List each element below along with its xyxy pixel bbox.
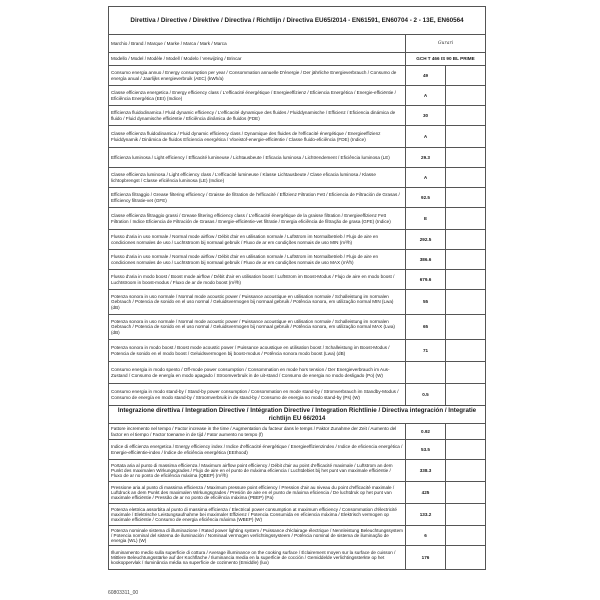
spec-value: 338.3	[406, 460, 446, 482]
blank-cell	[446, 362, 486, 384]
spec-value: 0.92	[406, 424, 446, 440]
spec-value: A	[406, 168, 446, 188]
spec-row	[109, 250, 486, 270]
model-label: Modello / Model / Modèle / Modell / Modelo / Verwijzing / Brincar	[109, 53, 406, 66]
blank-cell	[446, 66, 486, 86]
blank-cell	[446, 188, 486, 208]
blank-cell	[446, 168, 486, 188]
blank-cell	[446, 230, 486, 250]
blank-cell	[446, 460, 486, 482]
integration-section-row	[109, 406, 486, 424]
spec-label: Potenza sonora in modo boost / Boost mode acoustic power / Puissance acoustique en utilisation boost / Schalleistung im Boost-Modus / Potencia de sonido en el modo boost / Geluidsvermogen bij boost-modus / Potência sonora modo boost (Lwa) (dB)	[109, 340, 406, 362]
spec-label: Pressione aria al punto di massima efficienza / Maximum pressure point efficiency / Pression d'air au niveau du point d'efficacité maximale / Luftdruck an dem Punkt des maximalen Wirkungsgrades / Presión de aire en el punto de máxima eficiencia / De luchtdruk op het punt van maximale efficiëntie / Pressão de ar no ponto de eficiência máxima (PBEP) (Pa)	[109, 482, 406, 504]
spec-label: Classe efficienza energetica / Energy efficiency class / L'efficacité énergétique / Energieeffizienz / Eficiencia Energética / Energie-efficiëntie / Eficiência Energética (EEI) (Indice)	[109, 86, 406, 106]
spec-row	[109, 86, 486, 106]
blank-cell	[446, 440, 486, 460]
blank-cell	[446, 340, 486, 362]
spec-label: Efficienza luminosa / Light efficiency / Efficacité lumineuse / Lichtausbeute / Eficacia luminosa / Lichtrendement / Eficiência luminosa (LE)	[109, 148, 406, 168]
spec-value: A	[406, 86, 446, 106]
spec-table	[108, 34, 486, 570]
document-code: 60803311_00	[108, 590, 139, 596]
blank-cell	[446, 290, 486, 315]
spec-label: Consumo energia in modo stand-by / Stand-by power consumption / Consommation en mode stand-by / Stromverbrauch im Standby-Modus / Consumo de energía en modo stand-by / Stroomverbruik in de stand-by / Consumo de energia no modo stand-by (Ps) (W)	[109, 384, 406, 406]
model-row	[109, 53, 486, 66]
blank-cell	[446, 504, 486, 526]
spec-value: 292.5	[406, 230, 446, 250]
spec-row	[109, 168, 486, 188]
energy-label-sheet	[108, 6, 486, 596]
spec-value: 65	[406, 315, 446, 340]
spec-value: 6	[406, 526, 446, 546]
blank-cell	[446, 482, 486, 504]
blank-cell	[446, 424, 486, 440]
spec-row	[109, 384, 486, 406]
model-value: GCH T 466 IS 90 BL PRIME	[406, 53, 486, 66]
blank-cell	[446, 270, 486, 290]
spec-value	[406, 362, 446, 384]
spec-label: Classe efficienza fluidodinamica / Fluid dynamic efficiency class / Dynamique des fluides de l'efficacité énergétique / Energieeffizienz Fluiddynamik / Dinâmica de fluidos Eficiencia energética / Vloeistof-energie-efficiëntie / Classe fluido-eficiência (FDE) (Indice)	[109, 126, 406, 148]
spec-label: Efficienza fluidodinamica / Fluid dynamic efficiency / L'efficacité dynamique des fluides / Fluiddynamische / Efficienz / Eficiencia dinámica de fluido / Fluid dynamische efficiëntie / Eficiência dinâmica de fluidos (FDE)	[109, 106, 406, 126]
spec-value: E	[406, 208, 446, 230]
blank-cell	[446, 106, 486, 126]
spec-label: Consumo energia annuo / Energy consumption per year / Consommation annuelle D'énergie / Der jährliche Energieverbrauch / Consumo de energía anual / Jaarlijks energieverbruik (AEC) (kWh/a)	[109, 66, 406, 86]
spec-label: Efficienza filtraggio / Grease filtering efficiency / Graisse de filtration de l'efficacité / Effizienz Filtration Fett / Eficiencia de Filtración de Grasas / Efficiency filtratie-vet (GFE)	[109, 188, 406, 208]
spec-row	[109, 424, 486, 440]
spec-value: 53.5	[406, 440, 446, 460]
spec-row	[109, 106, 486, 126]
blank-cell	[446, 250, 486, 270]
spec-label: Indice di efficienza energetica / Energy efficiency index / Indice d'efficacité énergétique / Energieeffizienzindex / Indice de eficiencia energética / Energie-efficiëntie-index / Índice de eficiência energética (EEIhood)	[109, 440, 406, 460]
spec-label: Fattore incremento nel tempo / Factor increase in the time / Augmentation du facteur dans le temps / Faktor Zunahme der Zeit / Aumento del factor en el tiempo / Factor toename in de tijd / Fator aumento no tempo (f)	[109, 424, 406, 440]
blank-cell	[446, 148, 486, 168]
spec-row	[109, 290, 486, 315]
spec-label: Flusso d'aria in modo boost / Boost mode airflow / Débit d'air en utilisation boost / Luftstrom im Boost-Modus / Flujo de aire en modo boost / Luchtstroom in boost-modus / Fluxo de ar de modo boost (m³/h)	[109, 270, 406, 290]
blank-cell	[446, 126, 486, 148]
spec-label: Illuminamento medio sulla superficie di cottura / Average illuminance on the cooking surface / Éclairement moyen sur la surface de cuisson / Mittlere Beleuchtungsstärke auf der Kochfläche / Iluminancia media en la superficie de cocción / Gemiddelde verlichtingssterkte op het kookoppervlak / Iluminância média na superfície de cozimento (Emiddle) (lux)	[109, 546, 406, 570]
spec-row	[109, 526, 486, 546]
blank-cell	[446, 208, 486, 230]
spec-row	[109, 546, 486, 570]
spec-value: 55	[406, 290, 446, 315]
spec-label: Potenza sonora in uso normale / Normal mode acoustic power / Puissance acoustique en utilisation normale / Schalleistung im normalen Gebrauch / Potencia de sonido en el uso normal / Geluidsvermogen bij normaal gebruik / Potência sonora, em utilização normal MIN (Lwa) (dB)	[109, 290, 406, 315]
blank-cell	[446, 315, 486, 340]
spec-row	[109, 270, 486, 290]
blank-cell	[446, 384, 486, 406]
spec-value: 30	[406, 106, 446, 126]
blank-cell	[446, 86, 486, 106]
spec-label: Potenza nominale sistema di illuminazione / Rated power lighting system / Puissance d'éclairage électrique / Nennleistung Beleuchtungssystem / Potencia nominal del sistema de iluminación / Nominaal vermogen verlichtingssysteem / Potência nominal de sistema de iluminação de energia (WL) (W)	[109, 526, 406, 546]
spec-value: 92.5	[406, 188, 446, 208]
spec-value: A	[406, 126, 446, 148]
spec-row	[109, 148, 486, 168]
brand-logo: Gurari	[406, 35, 486, 53]
brand-row	[109, 35, 486, 53]
spec-row	[109, 208, 486, 230]
spec-value: 176	[406, 546, 446, 570]
spec-label: Potenza sonora in uso normale / Normal mode acoustic power / Puissance acoustique en utilisation normale / Schalleistung im normalen Gebrauch / Potencia de sonido en el uso normal / Geluidsvermogen bij normaal gebruik / Potência sonora, em utilização normal MAX (Lwa) (dB)	[109, 315, 406, 340]
spec-row	[109, 188, 486, 208]
spec-label: Consumo energia in modo spento / Off-mode power consumption / Consommation en mode hors tension / Der Energieverbrauch im Aus-Zustand / Consumo de energía en modo apagado / Stroomverbruik in de uit-stand / Consumo de energia no modo desligado (Po) (W)	[109, 362, 406, 384]
spec-label: Flusso d'aria in uso normale / Normal mode airflow / Débit d'air en utilisation normale / Luftstrom im Normalbetrieb / Flujo de aire en condiciones normales de uso / Luchtstroom bij normaal gebruik / Fluxo de ar em condições normais de uso MAX (m³/h)	[109, 250, 406, 270]
spec-value: 71	[406, 340, 446, 362]
spec-label: Flusso d'aria in uso normale / Normal mode airflow / Débit d'air en utilisation normale / Luftstrom im Normalbetrieb / Flujo de aire en condiciones normales de uso / Luchtstroom bij normaal gebruik / Fluxo de ar em condições normais de uso MIN (m³/h)	[109, 230, 406, 250]
spec-value: 49	[406, 66, 446, 86]
spec-row	[109, 460, 486, 482]
blank-cell	[446, 526, 486, 546]
spec-value: 0.5	[406, 384, 446, 406]
spec-row	[109, 440, 486, 460]
spec-label: Potenza elettrica assorbita al punto di massima efficienza / Electrical power consumption at maximum efficiency / Consommation d'électricité maximale / Elektrische Leistungsaufnahme bei maximaler Effizienz / Potencia Consumida en eficiencia máxima / Elektrisch vermogen op maximale efficiëntie / Consumo de energia eficiência máxima (WBEP) (W)	[109, 504, 406, 526]
brand-label: Marchio / Brand / Marque / Marke / Marca / Mark / Marca	[109, 35, 406, 53]
spec-label: Portata aria al punto di massima efficienza / Maximum airflow point efficiency / Débit d'air au point d'efficacité maximale / Luftstrom an dem Punkt des maximalen Wirkungsgrades / Flujo de aire en el punto de máxima eficiencia / Luchtdebiet bij het punt van maximale efficiëntie / Fluxo de ar no ponto de eficiência máxima (QBEP) (m³/h)	[109, 460, 406, 482]
spec-row	[109, 504, 486, 526]
spec-row	[109, 340, 486, 362]
spec-row	[109, 315, 486, 340]
spec-value: 425	[406, 482, 446, 504]
spec-row	[109, 362, 486, 384]
directive-header: Direttiva / Directive / Direktive / Directiva / Richtlijn / Directiva EU65/2014 - EN61591, EN60704 - 2 - 13E, EN60564	[108, 6, 486, 34]
spec-row	[109, 126, 486, 148]
blank-cell	[446, 546, 486, 570]
spec-row	[109, 482, 486, 504]
spec-row	[109, 66, 486, 86]
spec-label: Classe efficienza filtraggio grassi / Grease filtering efficiency class / L'efficacité énergétique de la graisse filtration / Energieeffizienz Fett Filtration / Indice Eficiencia de Filtración de Grasas / Energie-efficiëntie-vet filtratie / Energia eficiência de filtração de grasa (GFE) (Indice)	[109, 208, 406, 230]
spec-value: 386.6	[406, 250, 446, 270]
integration-title: Integrazione direttiva / Integration Directive / Intégration Directive / Integration Richtlinie / Directiva integración / Integratie richtlijn EU 66/2014	[109, 406, 486, 424]
spec-value: 679.6	[406, 270, 446, 290]
spec-value: 133.2	[406, 504, 446, 526]
spec-value: 29.3	[406, 148, 446, 168]
spec-row	[109, 230, 486, 250]
spec-label: Classe efficienza luminosa / Light efficiency class / L'efficacité lumineuse / Klasse Lichtausbeute / Clase eficacia luminosa / Klasse lichtopbrengst / Classe eficiência luminosa (LE) (Indice)	[109, 168, 406, 188]
